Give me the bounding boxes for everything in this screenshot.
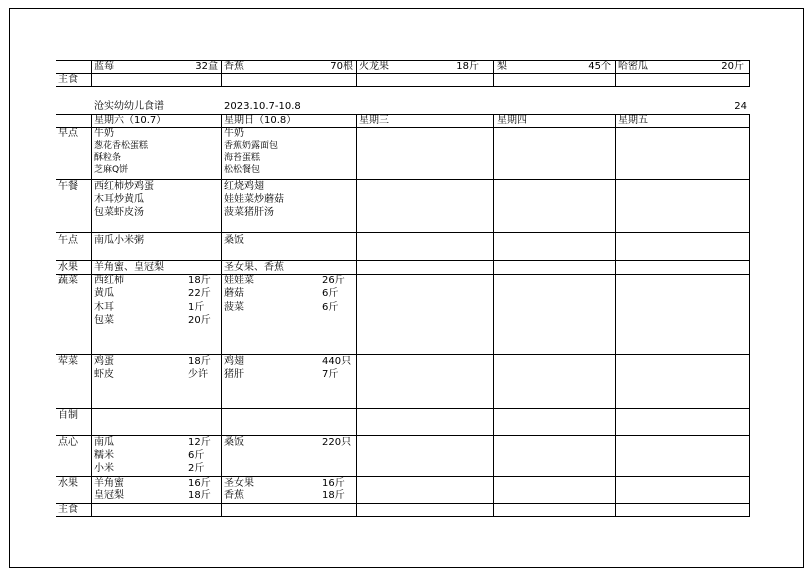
day-header-thu: 星期四 <box>497 115 527 126</box>
grid-line <box>221 114 222 517</box>
menu-item: 牛奶 <box>94 128 114 139</box>
ingredient-qty: 12斤 <box>188 437 211 448</box>
row-label: 主食 <box>58 74 78 85</box>
menu-item: 菠菜猪肝汤 <box>224 207 274 218</box>
ingredient-name: 猪肝 <box>224 369 244 380</box>
ingredient-name: 羊角蜜 <box>94 478 124 489</box>
grid-line <box>221 60 222 87</box>
menu-item: 西红柿炒鸡蛋 <box>94 181 154 192</box>
menu-item: 芝麻Q饼 <box>94 165 129 175</box>
ingredient-name: 鸡蛋 <box>94 356 114 367</box>
ingredient-name: 菠菜 <box>224 302 244 313</box>
ingredient-qty: 6斤 <box>188 450 205 461</box>
menu-item: 香蕉奶露面包 <box>224 141 279 151</box>
ingredient-name: 木耳 <box>94 302 114 313</box>
grid-line <box>749 60 750 87</box>
row-label-staple: 主食 <box>58 504 78 515</box>
ingredient-qty: 6斤 <box>322 288 339 299</box>
menu-item: 木耳炒黄瓜 <box>94 194 144 205</box>
menu-item: 葱花香松蛋糕 <box>94 141 149 151</box>
row-label-meat: 荤菜 <box>58 356 78 367</box>
ingredient-qty: 18斤 <box>322 490 345 501</box>
top-item-name: 梨 <box>497 61 507 72</box>
grid-line <box>749 114 750 517</box>
spreadsheet-page <box>9 8 804 568</box>
menu-item: 桑饭 <box>224 235 244 246</box>
ingredient-name: 西红柿 <box>94 275 124 286</box>
top-item-name: 蓝莓 <box>94 61 114 72</box>
ingredient-name: 小米 <box>94 463 114 474</box>
grid-line <box>56 274 750 275</box>
grid-line <box>56 503 750 504</box>
ingredient-name: 香蕉 <box>224 490 244 501</box>
day-header-wed: 星期三 <box>359 115 389 126</box>
grid-line <box>91 60 92 87</box>
ingredient-qty: 22斤 <box>188 288 211 299</box>
ingredient-name: 糯米 <box>94 450 114 461</box>
ingredient-qty: 440只 <box>322 356 352 367</box>
ingredient-name: 桑饭 <box>224 437 244 448</box>
ingredient-qty: 少许 <box>188 369 208 380</box>
row-label-fruit2: 水果 <box>58 478 78 489</box>
grid-line <box>493 114 494 517</box>
menu-item: 酥粒条 <box>94 153 122 163</box>
day-header-sun: 星期日（10.8） <box>224 115 297 126</box>
grid-line <box>56 73 750 74</box>
top-item-qty: 45个 <box>588 61 611 72</box>
row-label-fruit: 水果 <box>58 262 78 273</box>
ingredient-qty: 220只 <box>322 437 352 448</box>
top-item-name: 火龙果 <box>359 61 389 72</box>
day-header-fri: 星期五 <box>618 115 648 126</box>
row-label-snack: 午点 <box>58 235 78 246</box>
top-item-qty: 70根 <box>330 61 353 72</box>
top-item-name: 香蕉 <box>224 61 244 72</box>
grid-line <box>56 476 750 477</box>
ingredient-qty: 16斤 <box>322 478 345 489</box>
ingredient-qty: 1斤 <box>188 302 205 313</box>
menu-item: 包菜虾皮汤 <box>94 207 144 218</box>
menu-title: 沧实幼幼儿食谱 <box>94 101 164 112</box>
menu-item: 松松餐包 <box>224 165 261 175</box>
day-header-sat: 星期六（10.7） <box>94 115 167 126</box>
grid-line <box>56 127 750 128</box>
grid-line <box>356 114 357 517</box>
row-label-dessert: 点心 <box>58 437 78 448</box>
ingredient-name: 鸡翅 <box>224 356 244 367</box>
top-item-qty: 18斤 <box>456 61 479 72</box>
row-label-homemade: 自制 <box>58 410 78 421</box>
menu-item: 海苔蛋糕 <box>224 153 261 163</box>
grid-line <box>56 86 750 87</box>
ingredient-qty: 2斤 <box>188 463 205 474</box>
menu-item: 圣女果、香蕉 <box>224 262 284 273</box>
grid-line <box>56 232 750 233</box>
grid-line <box>91 114 92 517</box>
ingredient-qty: 7斤 <box>322 369 339 380</box>
row-label-breakfast: 早点 <box>58 128 78 139</box>
top-item-qty: 32盒 <box>195 61 218 72</box>
ingredient-qty: 26斤 <box>322 275 345 286</box>
grid-line <box>356 60 357 87</box>
ingredient-name: 黄瓜 <box>94 288 114 299</box>
menu-item: 牛奶 <box>224 128 244 139</box>
menu-item: 娃娃菜炒蘑菇 <box>224 194 284 205</box>
grid-line <box>56 179 750 180</box>
ingredient-name: 蘑菇 <box>224 288 244 299</box>
row-label-veg: 蔬菜 <box>58 275 78 286</box>
grid-line <box>56 260 750 261</box>
grid-line <box>615 60 616 87</box>
ingredient-name: 娃娃菜 <box>224 275 254 286</box>
ingredient-qty: 18斤 <box>188 490 211 501</box>
grid-line <box>56 408 750 409</box>
ingredient-qty: 18斤 <box>188 275 211 286</box>
ingredient-name: 南瓜 <box>94 437 114 448</box>
grid-line <box>56 516 750 517</box>
ingredient-name: 虾皮 <box>94 369 114 380</box>
grid-line <box>56 435 750 436</box>
page-number: 24 <box>734 101 747 112</box>
menu-item: 红烧鸡翅 <box>224 181 264 192</box>
top-item-qty: 20斤 <box>721 61 744 72</box>
menu-item: 羊角蜜、皇冠梨 <box>94 262 164 273</box>
ingredient-name: 皇冠梨 <box>94 490 124 501</box>
grid-line <box>493 60 494 87</box>
grid-line <box>56 354 750 355</box>
menu-item: 南瓜小米粥 <box>94 235 144 246</box>
ingredient-qty: 18斤 <box>188 356 211 367</box>
grid-line <box>615 114 616 517</box>
ingredient-qty: 6斤 <box>322 302 339 313</box>
row-label-lunch: 午餐 <box>58 181 78 192</box>
ingredient-name: 圣女果 <box>224 478 254 489</box>
ingredient-name: 包菜 <box>94 315 114 326</box>
date-range: 2023.10.7-10.8 <box>224 101 301 112</box>
ingredient-qty: 16斤 <box>188 478 211 489</box>
top-item-name: 哈密瓜 <box>618 61 648 72</box>
ingredient-qty: 20斤 <box>188 315 211 326</box>
